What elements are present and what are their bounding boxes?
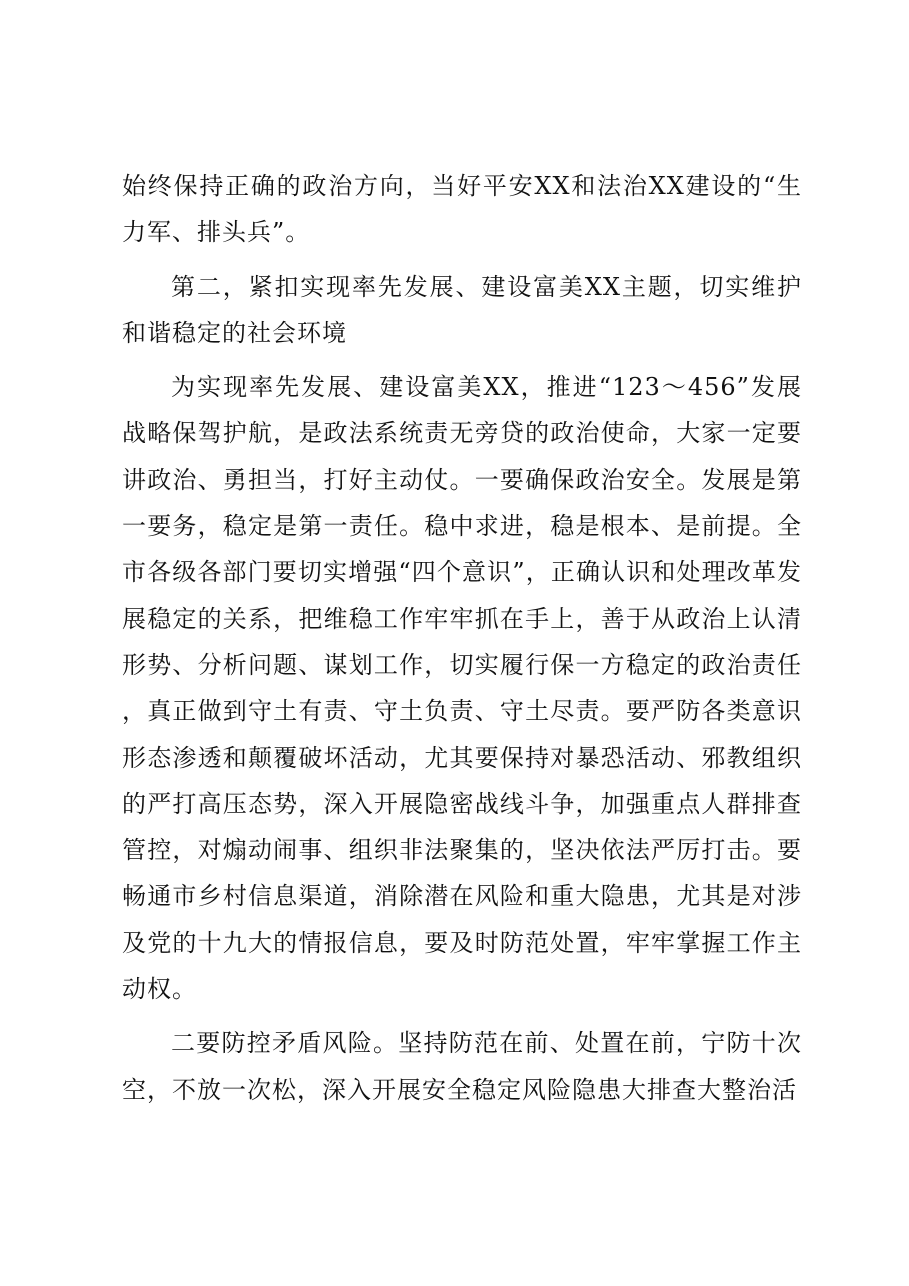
paragraph-heading-second: 第二，紧扣实现率先发展、建设富美XX主题，切实维护和谐稳定的社会环境 bbox=[122, 272, 802, 347]
paragraph-body-risk-control: 二要防控矛盾风险。坚持防范在前、处置在前，宁防十次空，不放一次松，深入开展安全稳定风险隐患大排查大整治活 bbox=[122, 1029, 802, 1104]
paragraph-body-main: 为实现率先发展、建设富美XX，推进“123～456”发展战略保驾护航，是政法系统责无旁贷的政治使命，大家一定要讲政治、勇担当，打好主动仗。一要确保政治安全。发展是第一要务，稳定是第一责任。稳中求进，稳是根本、是前提。全市各级各部门要切实增强“四个意识”，正确认识和处理改革发展稳定的关系，把维稳工作牢牢抓在手上，善于从政治上认清形势、分析问题、谋划工作，切实履行保一方稳定的政治责任，真正做到守土有责、守土负责、守土尽责。要严防各类意识形态渗透和颠覆破坏活动，尤其要保持对暴恐活动、邪教组织的严打高压态势，深入开展隐密战线斗争，加强重点人群排查管控，对煽动闹事、组织非法聚集的，坚决依法严厉打击。要畅通市乡村信息渠道，消除潜在风险和重大隐患，尤其是对涉及党的十九大的情报信息，要及时防范处置，牢牢掌握工作主动权。 bbox=[122, 373, 802, 1004]
document-body bbox=[122, 163, 802, 1113]
paragraph-continuation: 始终保持正确的政治方向，当好平安XX和法治XX建设的“生力军、排头兵”。 bbox=[122, 172, 802, 247]
